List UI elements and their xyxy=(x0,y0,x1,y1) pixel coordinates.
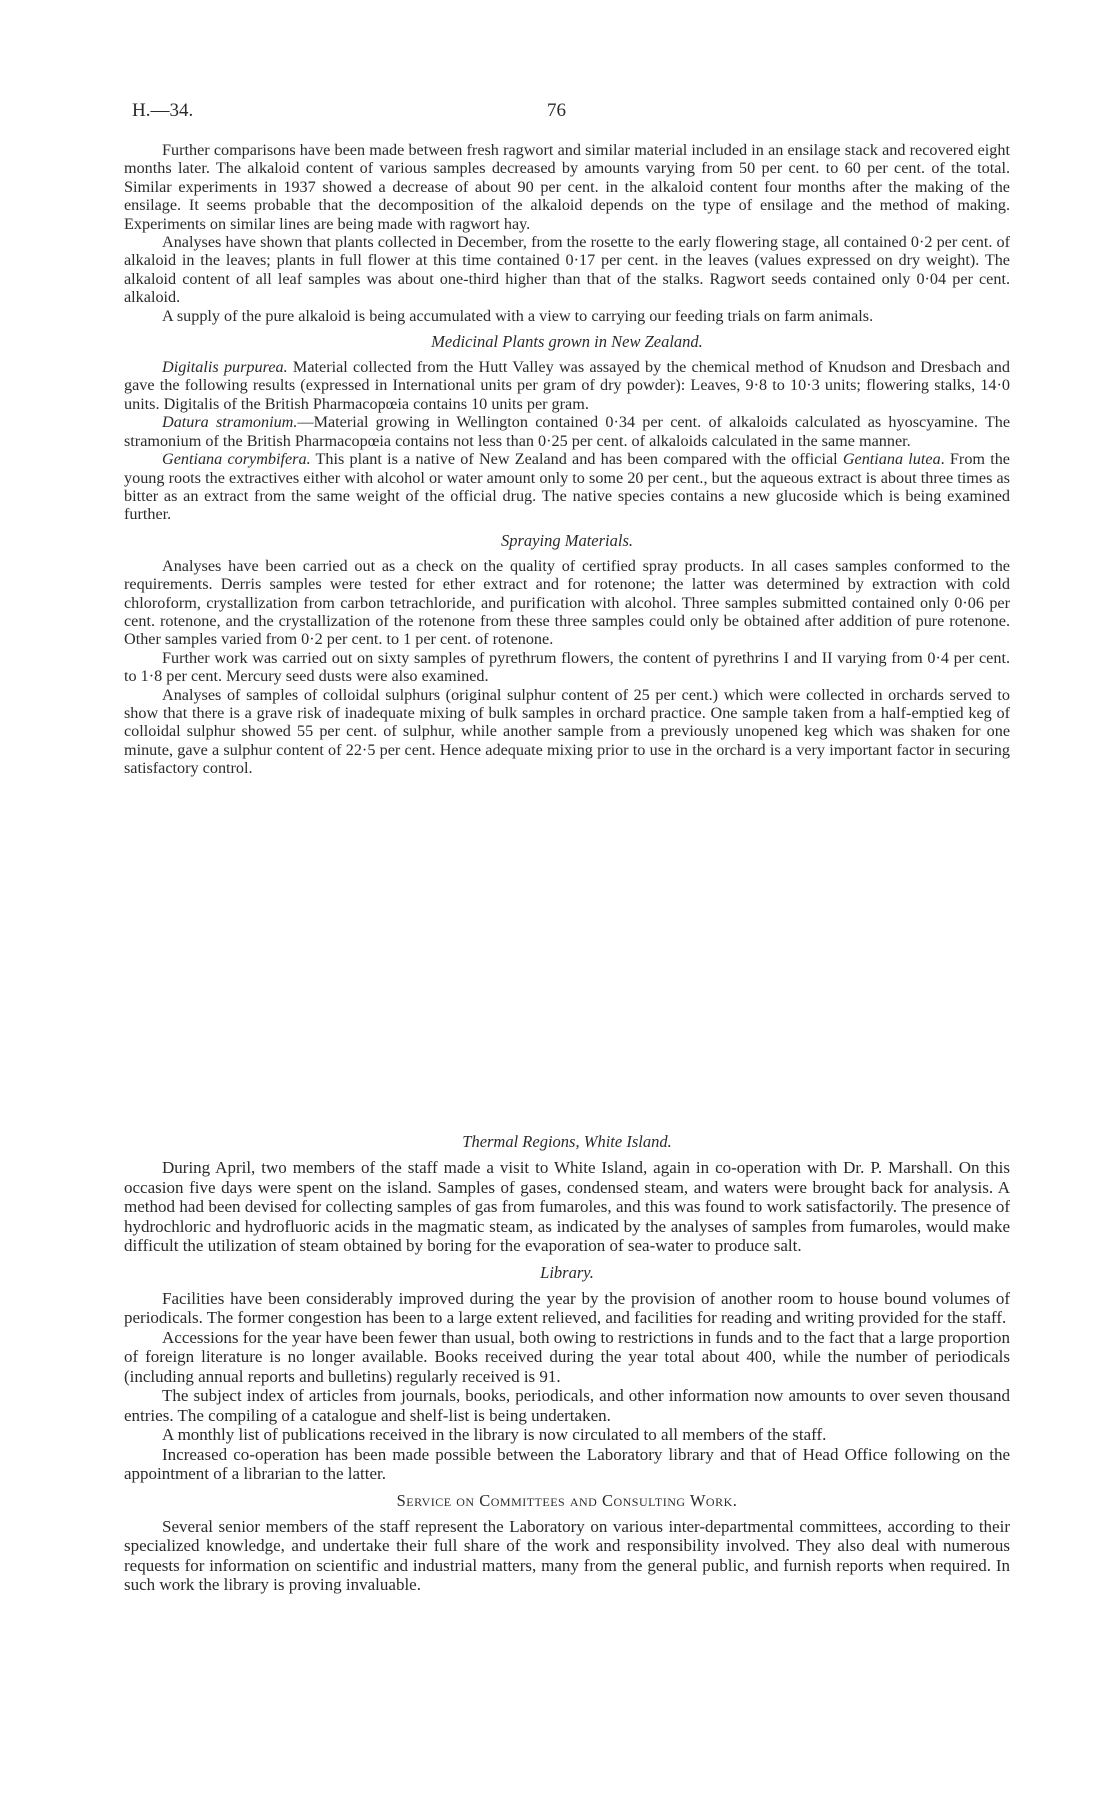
upper-body xyxy=(124,141,1010,778)
gentiana-lutea: Gentiana lutea xyxy=(842,450,941,469)
page-header xyxy=(0,100,1114,130)
datura-text: —Material growing in Wellington contained 0·34 per cent. of alkaloids calculated as hyoscyamine. The stramonium of the British Pharmacopœia contains not less than 0·25 per cent. of alkaloids calculated in the same manner. xyxy=(124,413,1011,450)
document-reference: H.—34. xyxy=(132,100,194,121)
library-cooperation-paragraph: Increased co-operation has been made possible between the Laboratory library and that of Head Office following on the appointment of a librarian to the latter. xyxy=(124,1444,1010,1483)
digitalis-name: Digitalis purpurea. xyxy=(162,358,288,377)
spray-analyses-paragraph: Analyses have been carried out as a check on the quality of certified spray products. In all cases samples conformed to the requirements. Derris samples were tested for ether extract and for rotenone; the latter was determined by extraction with cold chloroform, crystallization from carbon tetrachloride, and purification with alcohol. Three samples submitted contained only 0·06 per cent. rotenone, and the crystallization of the rotenone from these three samples could only be obtained after addition of pure rotenone. Other samples varied from 0·2 per cent. to 1 per cent. of rotenone. xyxy=(124,556,1010,649)
library-index-paragraph: The subject index of articles from journals, books, periodicals, and other information now amounts to over seven thousand entries. The compiling of a catalogue and shelf-list is being undertaken. xyxy=(124,1386,1010,1425)
medicinal-plants-heading: Medicinal Plants grown in New Zealand. xyxy=(431,332,703,352)
pyrethrum-paragraph: Further work was carried out on sixty samples of pyrethrum flowers, the content of pyrethrins I and II varying from 0·4 per cent. to 1·8 per cent. Mercury seed dusts were also examined. xyxy=(124,648,1010,686)
ragwort-ensilage-paragraph: Further comparisons have been made between fresh ragwort and similar material included in an ensilage stack and recovered eight months later. The alkaloid content of various samples decreased by amounts varying from 50 per cent. to 60 per cent. of the total. Similar experiments in 1937 showed a decrease of about 90 per cent. in the alkaloid content four months after the making of the ensilage. It seems probable that the decomposition of the alkaloid depends on the type of ensilage and the method of making. Experiments on similar lines are being made with ragwort hay. xyxy=(124,141,1010,233)
digitalis-text: Material collected from the Hutt Valley was assayed by the chemical method of Knudson and Dresbach and gave the following results (expressed in International units per gram of dry powder): Leaves, 9·8 to 10·3 units; flowering stalks, 14·0 units. Digitalis of the British Pharmacopœia contains 10 units per gram. xyxy=(124,358,1010,413)
datura-name: Datura stramonium. xyxy=(162,413,298,432)
page-number: 76 xyxy=(547,100,566,121)
gentiana-text-b: . From the young roots the extractives either with alcohol or water amount only to some 20 per cent., but the aqueous extract is about three times as bitter as an extract from the same weight of the official drug. The native species contains a new glucoside which is being examined further. xyxy=(124,450,1010,524)
service-committees-heading: Service on Committees and Consulting Work. xyxy=(396,1490,738,1510)
spraying-materials-heading: Spraying Materials. xyxy=(501,530,633,550)
ragwort-analyses-paragraph: Analyses have shown that plants collected in December, from the rosette to the early flowering stage, all contained 0·2 per cent. of alkaloid in the leaves; plants in full flower at this time contained 0·17 per cent. in the leaves (values expressed on dry weight). The alkaloid content of all leaf samples was about one-third higher than that of the stalks. Ragwort seeds contained only 0·04 per cent. alkaloid. xyxy=(124,233,1010,307)
alkaloid-supply-paragraph: A supply of the pure alkaloid is being accumulated with a view to carrying our feeding trials on farm animals. xyxy=(162,306,874,325)
library-facilities-paragraph: Facilities have been considerably improved during the year by the provision of another room to house bound volumes of periodicals. The former congestion has been to a large extent relieved, and facilities for reading and writing provided for the staff. xyxy=(124,1288,1010,1327)
library-heading: Library. xyxy=(540,1262,594,1282)
gentiana-paragraph xyxy=(124,450,1010,524)
service-paragraph: Several senior members of the staff represent the Laboratory on various inter-departmental committees, according to their specialized knowledge, and undertake their full share of the work and responsibility involved. They also deal with numerous requests for information on scientific and industrial matters, many from the general public, and furnish reports when required. In such work the library is proving invaluable. xyxy=(124,1516,1010,1594)
datura-paragraph xyxy=(124,413,1010,450)
digitalis-paragraph xyxy=(124,358,1010,413)
gentiana-name: Gentiana corymbifera. xyxy=(162,450,311,469)
gentiana-text-a: This plant is a native of New Zealand and has been compared with the official xyxy=(310,450,843,469)
lower-body xyxy=(124,1125,1010,1595)
thermal-paragraph: During April, two members of the staff made a visit to White Island, again in co-operation with Dr. P. Marshall. On this occasion five days were spent on the island. Samples of gases, condensed steam, and waters were brought back for analysis. A method had been devised for collecting samples of gas from fumaroles, and this was found to work satisfactorily. The presence of hydrochloric and hydrofluoric acids in the magmatic steam, as indicated by the analyses of samples from fumaroles, would make difficult the utilization of steam obtained by boring for the evaporation of sea-water to produce salt. xyxy=(124,1158,1010,1255)
library-monthly-list-paragraph: A monthly list of publications received in the library is now circulated to all members of the staff. xyxy=(162,1425,827,1444)
colloidal-sulphur-paragraph: Analyses of samples of colloidal sulphurs (original sulphur content of 25 per cent.) which were collected in orchards served to show that there is a grave risk of inadequate mixing of bulk samples in orchard practice. One sample taken from a half-emptied keg of colloidal sulphur showed 55 per cent. of sulphur, while another sample from a previously unopened keg which was shaken for one minute, gave a sulphur content of 22·5 per cent. Hence adequate mixing prior to use in the orchard is a very important factor in securing satisfactory control. xyxy=(124,685,1010,778)
library-accessions-paragraph: Accessions for the year have been fewer than usual, both owing to restrictions in funds and to the fact that a large proportion of foreign literature is no longer available. Books received during the year total about 400, while the number of periodicals (including annual reports and bulletins) regularly received is 91. xyxy=(124,1327,1010,1386)
thermal-regions-heading: Thermal Regions, White Island. xyxy=(462,1132,672,1151)
